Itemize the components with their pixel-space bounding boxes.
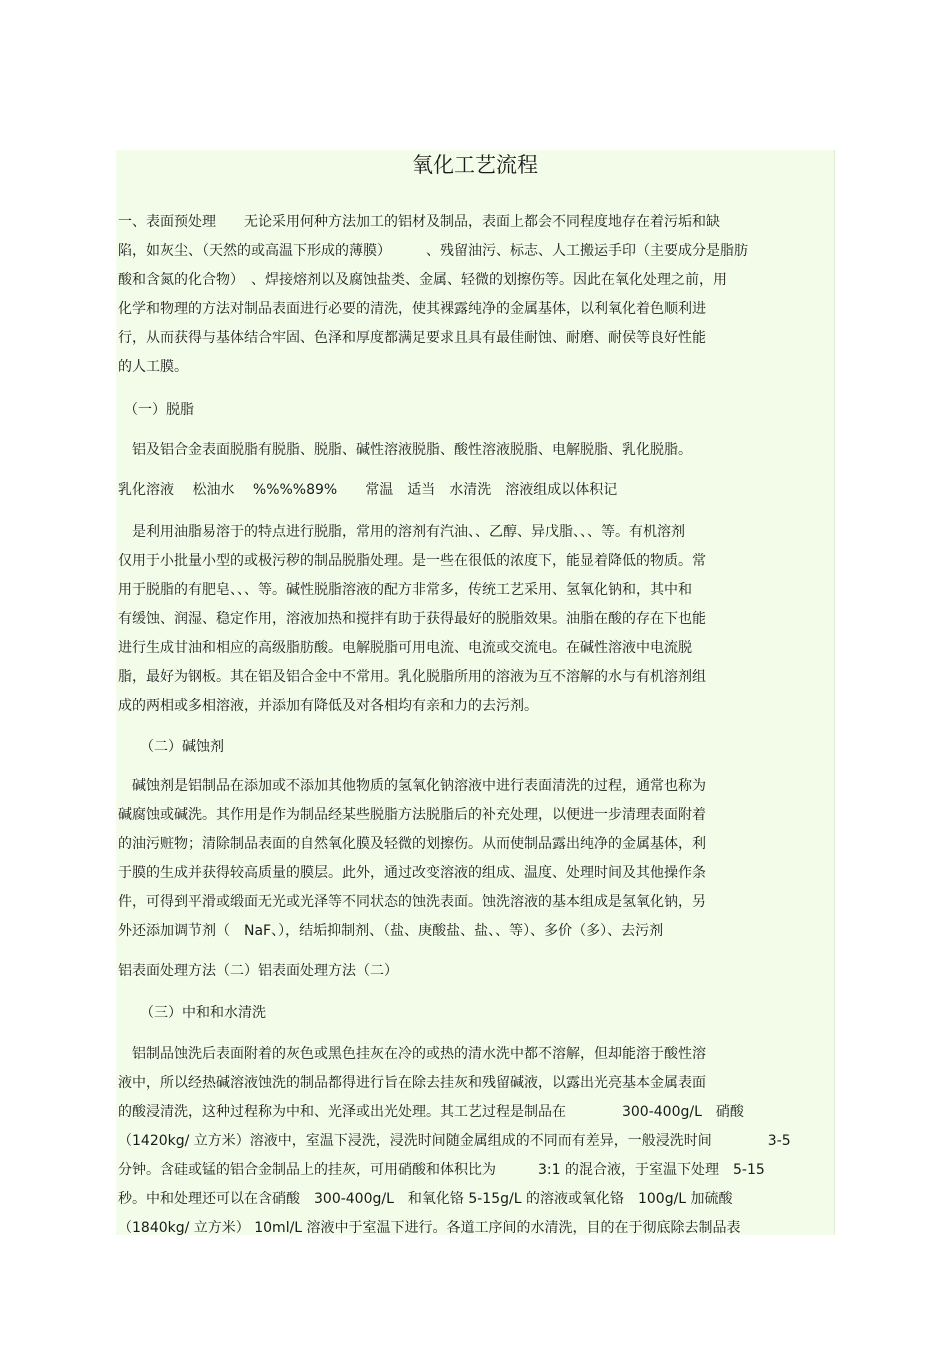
paragraph-line: 仅用于小批量小型的或极污秽的制品脱脂处理。是一些在很低的浓度下，能显着降低的物质。常 xyxy=(118,553,706,569)
paragraph-line: 进行生成甘油和相应的高级脂肪酸。电解脱脂可用电流、电流或交流电。在碱性溶液中电流脱 xyxy=(118,640,692,656)
paragraph-line: 一、表面预处理 无论采用何种方法加工的铝材及制品，表面上都会不同程度地存在着污垢和缺 xyxy=(118,214,720,230)
paragraph-line: 的油污赃物；清除制品表面的自然氧化膜及轻微的划擦伤。从而使制品露出纯净的金属基体，利 xyxy=(118,836,706,852)
paragraph-line: 的人工膜。 xyxy=(118,359,188,375)
paragraph-line: 外还添加调节剂（ NaF、），结垢抑制剂、（盐、庚酸盐、盐、、等）、多价（多）、去污剂 xyxy=(118,923,664,939)
paragraph-line: （1840kg/ 立方米） 10ml/L 溶液中于室温下进行。各道工序间的水清洗，目的在于彻底除去制品表 xyxy=(118,1220,741,1236)
paragraph-line: 化学和物理的方法对制品表面进行必要的清洗，使其裸露纯净的金属基体，以利氧化着色顺利进 xyxy=(118,301,706,317)
paragraph-line: 碱蚀剂是铝制品在添加或不添加其他物质的氢氧化钠溶液中进行表面清洗的过程，通常也称为 xyxy=(118,778,706,794)
paragraph-line: 铝制品蚀洗后表面附着的灰色或黑色挂灰在冷的或热的清水洗中都不溶解，但却能溶于酸性溶 xyxy=(118,1046,706,1062)
paragraph-line: 成的两相或多相溶液，并添加有降低及对各相均有亲和力的去污剂。 xyxy=(118,698,538,714)
paragraph-line: （1420kg/ 立方米）溶液中，室温下浸洗，浸洗时间随金属组成的不同而有差异，一般浸洗时间 3-5 xyxy=(118,1133,791,1149)
paragraph-line: 于膜的生成并获得较高质量的膜层。此外，通过改变溶液的组成、温度、处理时间及其他操作条 xyxy=(118,865,706,881)
paragraph-line: 陷，如灰尘、（天然的或高温下形成的薄膜） 、残留油污、标志、人工搬运手印（主要成分是脂肪 xyxy=(118,243,748,259)
paragraph-line: 秒。中和处理还可以在含硝酸 300-400g/L 和氧化铬 5-15g/L 的溶液或氧化铬 100g/L 加硫酸 xyxy=(118,1191,733,1207)
paragraph-line: 酸和含氮的化合物） 、焊接熔剂以及腐蚀盐类、金属、轻微的划擦伤等。因此在氧化处理之前，用 xyxy=(118,272,727,288)
section-heading-neutralize: （三）中和和水清洗 xyxy=(140,1005,266,1021)
paragraph-line: 铝及铝合金表面脱脂有脱脂、脱脂、碱性溶液脱脂、酸性溶液脱脂、电解脱脂、乳化脱脂。 xyxy=(118,442,692,458)
paragraph-line: 的酸浸清洗，这种过程称为中和、光泽或出光处理。其工艺过程是制品在 300-400g/L 硝酸 xyxy=(118,1104,744,1120)
formula-row: 乳化溶液 松油水 %%%%89% 常温 适当 水清洗 溶液组成以体积记 xyxy=(118,482,618,498)
section-heading-degreasing: （一）脱脂 xyxy=(124,402,194,418)
paragraph-line: 有缓蚀、润湿、稳定作用，溶液加热和搅拌有助于获得最好的脱脂效果。油脂在酸的存在下也能 xyxy=(118,611,706,627)
reference-line: 铝表面处理方法（二）铝表面处理方法（二） xyxy=(118,963,398,979)
paragraph-line: 分钟。含硅或锰的铝合金制品上的挂灰，可用硝酸和体积比为 3:1 的混合液，于室温下处理 5-15 xyxy=(118,1162,765,1178)
paragraph-line: 液中，所以经热碱溶液蚀洗的制品都得进行旨在除去挂灰和残留碱液，以露出光亮基本金属表面 xyxy=(118,1075,706,1091)
section-heading-alkali-etch: （二）碱蚀剂 xyxy=(140,739,224,755)
page-title: 氧化工艺流程 xyxy=(412,153,538,177)
paragraph-line: 是利用油脂易溶于的特点进行脱脂，常用的溶剂有汽油、、乙醇、异戊脂、、、等。有机溶剂 xyxy=(118,524,685,540)
paragraph-line: 用于脱脂的有肥皂、、、等。碱性脱脂溶液的配方非常多，传统工艺采用、氢氧化钠和，其中和 xyxy=(118,582,692,598)
paragraph-line: 脂，最好为钢板。其在铝及铝合金中不常用。乳化脱脂所用的溶液为互不溶解的水与有机溶剂组 xyxy=(118,669,706,685)
paragraph-line: 碱腐蚀或碱洗。其作用是作为制品经某些脱脂方法脱脂后的补充处理，以便进一步清理表面附着 xyxy=(118,807,706,823)
paragraph-line: 行，从而获得与基体结合牢固、色泽和厚度都满足要求且具有最佳耐蚀、耐磨、耐侯等良好性能 xyxy=(118,330,706,346)
paragraph-line: 件，可得到平滑或缎面无光或光泽等不同状态的蚀洗表面。蚀洗溶液的基本组成是氢氧化钠，另 xyxy=(118,894,706,910)
